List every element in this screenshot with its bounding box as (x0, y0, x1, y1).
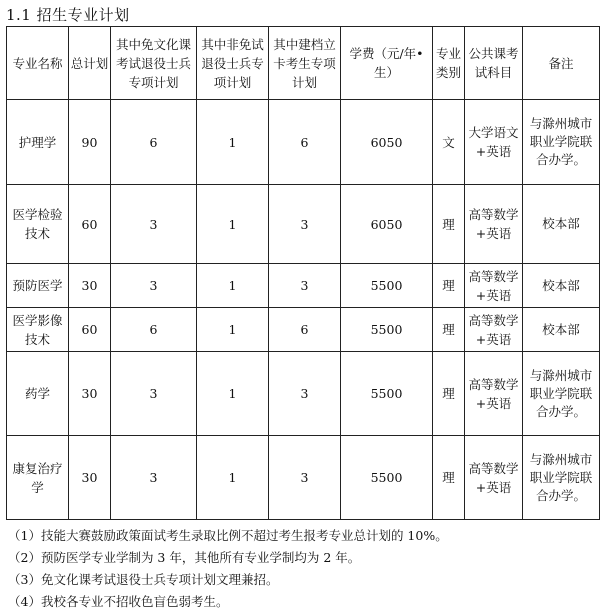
cell-total: 30 (69, 352, 111, 436)
enrollment-plan-table (6, 26, 600, 520)
header-major-name: 专业名称 (7, 27, 69, 100)
table-row (7, 436, 600, 520)
header-category: 专业类别 (433, 27, 465, 100)
header-remarks: 备注 (523, 27, 600, 100)
cell-poverty: 3 (269, 185, 341, 264)
cell-remarks: 与滁州城市职业学院联合办学。 (523, 352, 600, 436)
cell-exempt-veteran: 3 (111, 352, 197, 436)
cell-total: 60 (69, 308, 111, 352)
header-exempt-veteran-plan: 其中免文化课考试退役士兵专项计划 (111, 27, 197, 100)
cell-exempt-veteran: 3 (111, 185, 197, 264)
cell-exam-subjects: 大学语文+英语 (465, 100, 523, 185)
table-row (7, 352, 600, 436)
cell-non-exempt-veteran: 1 (197, 264, 269, 308)
cell-exempt-veteran: 3 (111, 264, 197, 308)
table-row (7, 100, 600, 185)
cell-exam-subjects: 高等数学+英语 (465, 352, 523, 436)
cell-exam-subjects: 高等数学+英语 (465, 264, 523, 308)
cell-non-exempt-veteran: 1 (197, 308, 269, 352)
cell-non-exempt-veteran: 1 (197, 100, 269, 185)
cell-remarks: 与滁州城市职业学院联合办学。 (523, 436, 600, 520)
table-row (7, 185, 600, 264)
header-poverty-plan: 其中建档立卡考生专项计划 (269, 27, 341, 100)
footnotes (8, 525, 448, 613)
footnote-3: （3）免文化课考试退役士兵专项计划文理兼招。 (8, 572, 279, 587)
cell-major: 医学影像技术 (7, 308, 69, 352)
footnote-2: （2）预防医学专业学制为 3 年，其他所有专业学制均为 2 年。 (8, 550, 361, 565)
cell-poverty: 3 (269, 436, 341, 520)
cell-total: 30 (69, 436, 111, 520)
cell-exam-subjects: 高等数学+英语 (465, 436, 523, 520)
cell-tuition: 5500 (341, 436, 433, 520)
cell-non-exempt-veteran: 1 (197, 352, 269, 436)
cell-poverty: 3 (269, 264, 341, 308)
cell-total: 30 (69, 264, 111, 308)
cell-poverty: 6 (269, 100, 341, 185)
section-title: 1.1 招生专业计划 (6, 6, 130, 24)
header-total-plan: 总计划 (69, 27, 111, 100)
table-header-row (7, 27, 600, 100)
cell-category: 理 (433, 185, 465, 264)
cell-tuition: 5500 (341, 308, 433, 352)
cell-major: 康复治疗学 (7, 436, 69, 520)
cell-exempt-veteran: 3 (111, 436, 197, 520)
cell-category: 文 (433, 100, 465, 185)
cell-remarks: 与滁州城市职业学院联合办学。 (523, 100, 600, 185)
cell-major: 预防医学 (7, 264, 69, 308)
cell-category: 理 (433, 264, 465, 308)
cell-poverty: 3 (269, 352, 341, 436)
cell-tuition: 5500 (341, 352, 433, 436)
header-non-exempt-veteran-plan: 其中非免试退役士兵专项计划 (197, 27, 269, 100)
footnote-4: （4）我校各专业不招收色盲色弱考生。 (8, 594, 229, 609)
cell-major: 医学检验技术 (7, 185, 69, 264)
cell-tuition: 5500 (341, 264, 433, 308)
cell-non-exempt-veteran: 1 (197, 185, 269, 264)
cell-exempt-veteran: 6 (111, 308, 197, 352)
cell-non-exempt-veteran: 1 (197, 436, 269, 520)
cell-tuition: 6050 (341, 100, 433, 185)
header-exam-subjects: 公共课考试科目 (465, 27, 523, 100)
cell-major: 护理学 (7, 100, 69, 185)
cell-poverty: 6 (269, 308, 341, 352)
cell-remarks: 校本部 (523, 308, 600, 352)
cell-remarks: 校本部 (523, 264, 600, 308)
cell-major: 药学 (7, 352, 69, 436)
table-row (7, 264, 600, 308)
cell-total: 60 (69, 185, 111, 264)
footnote-1: （1）技能大赛鼓励政策面试考生录取比例不超过考生报考专业总计划的 10%。 (8, 528, 448, 543)
cell-remarks: 校本部 (523, 185, 600, 264)
cell-category: 理 (433, 352, 465, 436)
cell-category: 理 (433, 308, 465, 352)
cell-exempt-veteran: 6 (111, 100, 197, 185)
cell-exam-subjects: 高等数学+英语 (465, 308, 523, 352)
cell-exam-subjects: 高等数学+英语 (465, 185, 523, 264)
cell-tuition: 6050 (341, 185, 433, 264)
cell-category: 理 (433, 436, 465, 520)
header-tuition: 学费（元/年•生） (341, 27, 433, 100)
cell-total: 90 (69, 100, 111, 185)
table-row (7, 308, 600, 352)
